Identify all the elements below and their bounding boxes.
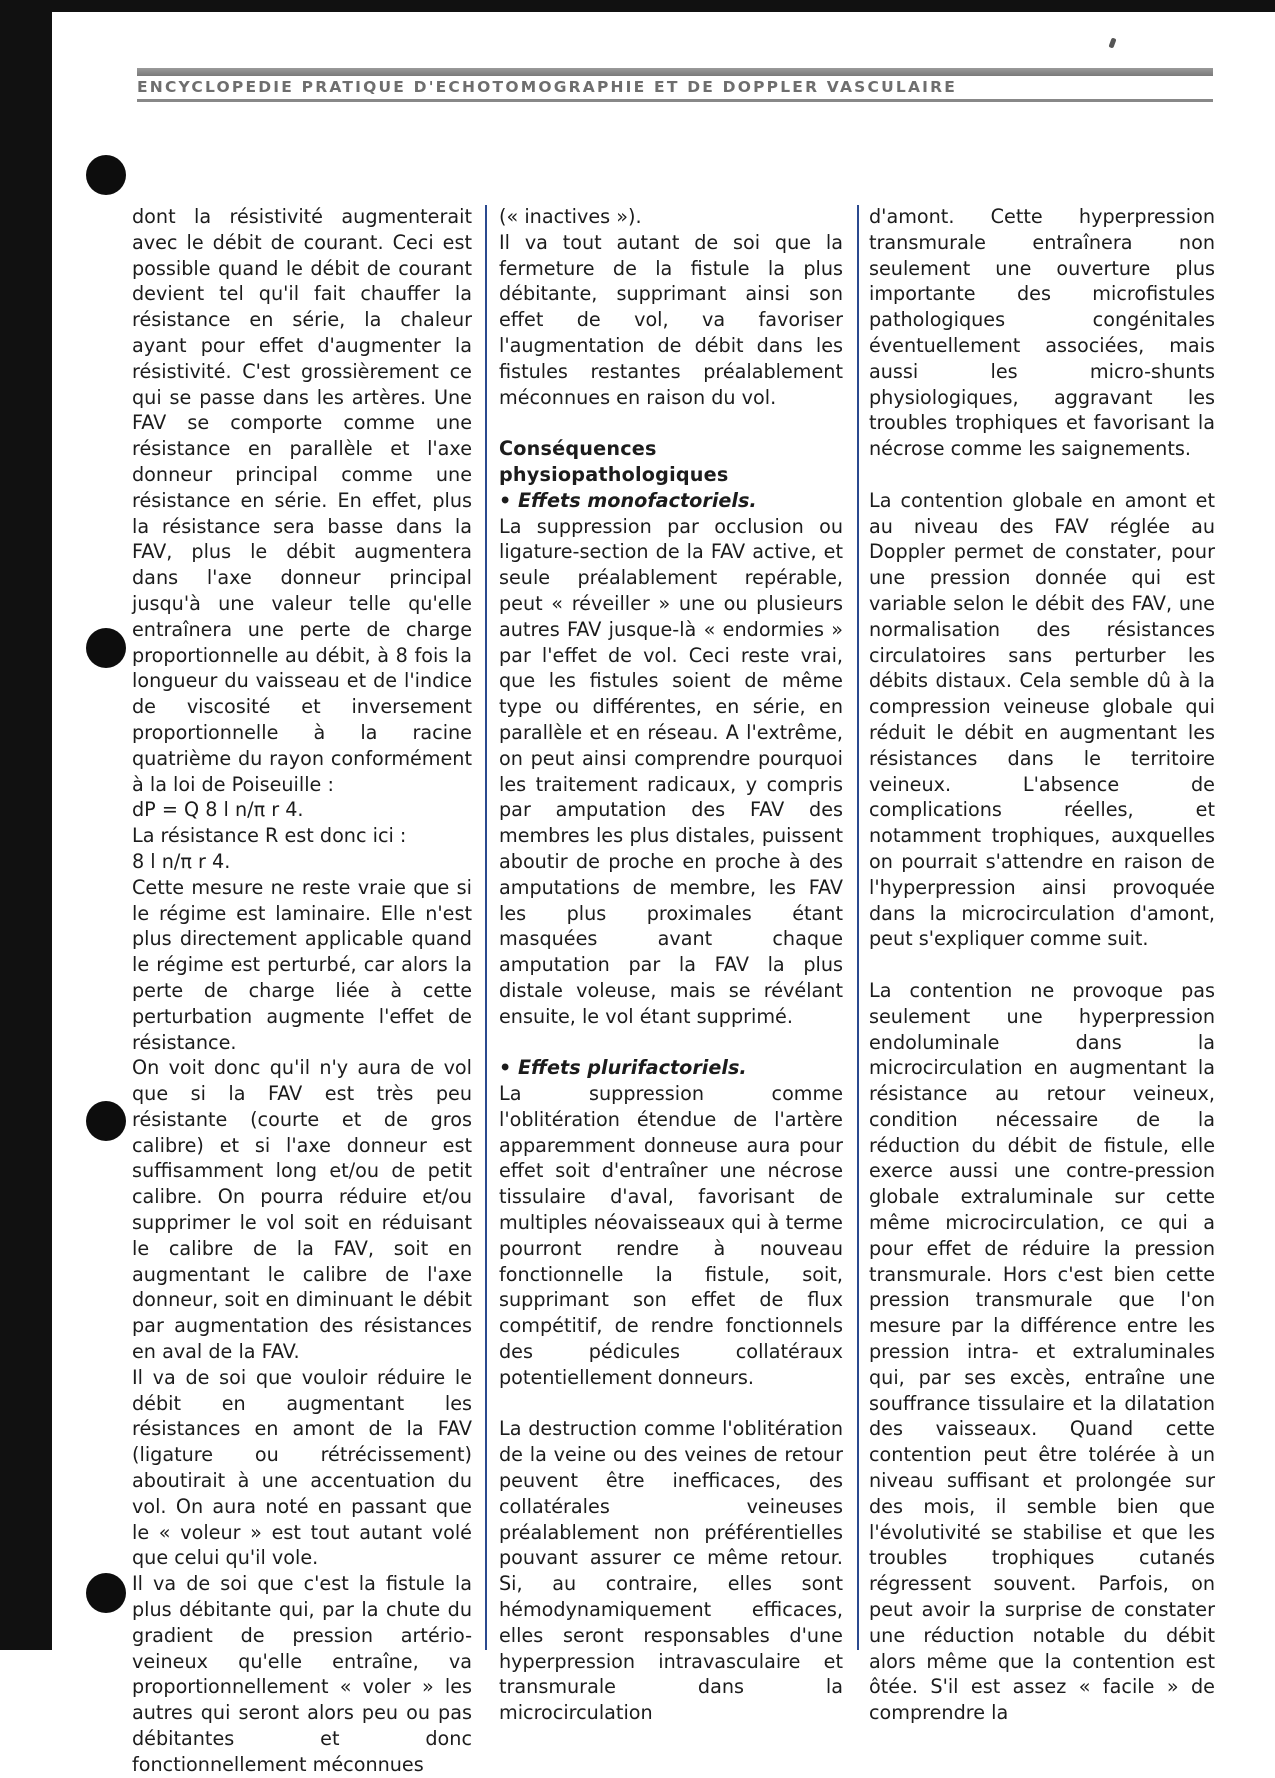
paragraph: Il va de soi que c'est la fistule la plus débitante qui, par la chute du gradient de pression artério-veineux qu'elle entraîne, va proportionnellement « voler » les autres qui seront alors peu ou pas débitantes et donc fonctionnellement méconnues (132, 1572, 472, 1776)
paragraph: La suppression comme l'oblitération étendue de l'artère apparemment donneuse aura pour effet soit d'entraîner une nécrose tissulaire d'aval, favorisant de multiples néovaisseaux qui à terme pourront rendre à nouveau fonctionnelle la fistule, soit, supprimant son effet de flux compétitif, de rendre fonctionnels des pédicules collatéraux potentiellement donneurs. (499, 1082, 843, 1389)
scan-edge-top (0, 0, 1275, 12)
text-column-3 (869, 204, 1215, 1725)
paragraph: La contention ne provoque pas seulement une hyperpression endoluminale dans la microcirculation en augmentant la résistance au retour veineux, condition nécessaire de la réduction du débit de fistule, elle exerce aussi une contre-pression globale extraluminale sur cette même microcirculation, ce qui a pour effet de réduire la pression transmurale. Hors c'est bien cette pression transmurale que l'on mesure par la différence entre les pression intra- et extraluminales qui, par ses excès, entraîne une souffrance tissulaire et la dilatation des vaisseaux. Quand cette contention peut être tolérée à un niveau suffisant et prolongée sur des mois, il semble bien que l'évolutivité se stabilise et que les troubles trophiques cutanés régressent souvent. Parfois, on peut avoir la surprise de constater une réduction notable du débit alors même que la contention est ôtée. S'il est assez « facile » de comprendre la (869, 978, 1215, 1725)
header-rule (137, 99, 1213, 102)
page-header (137, 68, 1213, 102)
paragraph: Cette mesure ne reste vraie que si le régime est laminaire. Elle n'est plus directement applicable quand le régime est perturbé, car alors la perte de charge liée à cette perturbation augmente l'effet de résistance. (132, 875, 472, 1054)
paragraph: La destruction comme l'oblitération de la veine ou des veines de retour peuvent être inefficaces, des collatérales veineuses préalablement non préférentielles pouvant assurer ce même retour. Si, au contraire, elles sont hémodynamiquement efficaces, elles seront responsables d'une hyperpression intravasculaire et transmurale dans la microcirculation (499, 1417, 843, 1725)
binder-hole-3 (86, 1101, 126, 1141)
text-column-2 (499, 204, 843, 1725)
header-title: ENCYCLOPEDIE PRATIQUE D'ECHOTOMOGRAPHIE ET DE DOPPLER VASCULAIRE (137, 78, 958, 96)
column-divider-2 (857, 205, 859, 1650)
paragraph: Il va de soi que vouloir réduire le débit en augmentant les résistances en amont de la FAV (ligature ou rétrécissement) aboutirait à une accentuation du vol. On aura noté en passant que le « voleur » est tout autant volé que celui qu'il vole. (132, 1365, 472, 1570)
paragraph: La contention globale en amont et au niveau des FAV réglée au Doppler permet de constater, pour une pression donnée qui est variable selon le débit des FAV, une normalisation des résistances circulatoires sans perturber les débits distaux. Cela semble dû à la compression veineuse globale qui réduit le débit en augmentant les résistances dans le territoire veineux. L'absence de complications réelles, et notamment trophiques, auxquelles on pourrait s'attendre en raison de l'hyperpression ainsi provoquée dans la microcirculation d'amont, peut s'expliquer comme suit. (869, 488, 1215, 951)
scan-edge-left (0, 0, 52, 1650)
paragraph: d'amont. Cette hyperpression transmurale entraînera non seulement une ouverture plus importante des microfistules pathologiques congénitales éventuellement associées, mais aussi les micro-shunts physiologiques, aggravant les troubles trophiques et favorisant la nécrose comme les saignements. (869, 205, 1215, 461)
paragraph: La suppression par occlusion ou ligature-section de la FAV active, et seule préalablement repérable, peut « réveiller » une ou plusieurs autres FAV jusque-là « endormies » par l'effet de vol. Ceci reste vrai, que les fistules soient de même type ou différentes, en série, en parallèle et en réseau. A l'extrême, on peut ainsi comprendre pourquoi les traitement radicaux, y compris par amputation des FAV des membres les plus distales, puissent aboutir de proche en proche à des amputations de membre, les FAV les plus proximales étant masquées avant chaque amputation par la FAV la plus distale voleuse, mais se révélant ensuite, le vol étant supprimé. (499, 514, 843, 1028)
formula-line: dP = Q 8 l n/π r 4. (132, 798, 304, 822)
paragraph: Il va tout autant de soi que la fermeture de la fistule la plus débitante, supprimant ainsi son effet de vol, va favoriser l'augmentation de débit dans les fistules restantes préalablement méconnues en raison du vol. (499, 230, 843, 409)
paragraph: (« inactives »). (499, 205, 642, 228)
scan-mark (1108, 37, 1116, 48)
binder-hole-1 (86, 155, 126, 195)
subheading: • Effets monofactoriels. (499, 488, 757, 512)
binder-hole-2 (86, 628, 126, 668)
header-bar (137, 68, 1213, 76)
formula-line: 8 l n/π r 4. (132, 849, 231, 873)
binder-hole-4 (86, 1573, 126, 1613)
paragraph: dont la résistivité augmenterait avec le débit de courant. Ceci est possible quand le débit de courant devient tel qu'il fait chauffer la résistance en série, la chaleur ayant pour effet d'augmenter la résistivité. C'est grossièrement ce qui se passe dans les artères. Une FAV se comporte comme une résistance en parallèle et l'axe donneur principal comme une résistance en série. En effet, plus la résistance sera basse dans la FAV, plus le débit augmentera dans l'axe donneur principal jusqu'à une valeur telle qu'elle entraînera une perte de charge proportionnelle au débit, à 8 fois la longueur du vaisseau et de l'indice de viscosité et inversement proportionnelle à la racine quatrième du rayon conformément à la loi de Poiseuille : (132, 205, 472, 796)
paragraph: La résistance R est donc ici : (132, 824, 407, 848)
column-divider-1 (485, 205, 487, 1650)
paragraph: On voit donc qu'il n'y aura de vol que si la FAV est très peu résistante (courte et de gros calibre) et si l'axe donneur est suffisamment long et/ou de petit calibre. On pourra réduire et/ou supprimer le vol soit en réduisant le calibre de la FAV, soit en augmentant le calibre de l'axe donneur, soit en diminuant le débit par augmentation des résistances en aval de la FAV. (132, 1056, 472, 1364)
subheading: • Effets plurifactoriels. (499, 1056, 747, 1080)
section-heading: Conséquences physiopathologiques (499, 437, 729, 486)
text-column-1 (132, 204, 472, 1776)
